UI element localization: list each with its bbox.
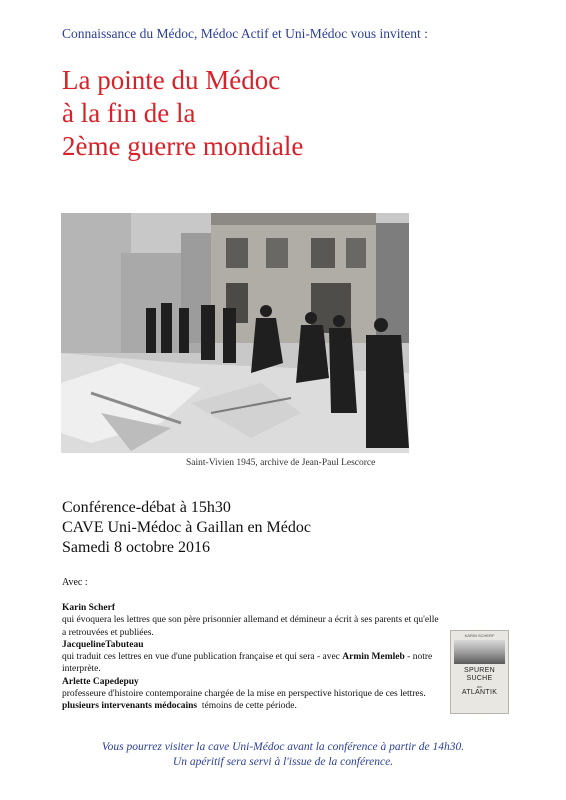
speaker-4-name: plusieurs intervenants médocains [62, 701, 198, 712]
book-title-1: SPUREN [464, 667, 495, 674]
book-cover-photo [454, 640, 505, 664]
photo-caption: Saint-Vivien 1945, archive de Jean-Paul Lescorce [186, 458, 376, 468]
intro-text: Connaissance du Médoc, Médoc Actif et Uni-Médoc vous invitent : [62, 26, 428, 41]
speaker-3-desc: professeure d'histoire contemporaine chargée de la mise en perspective historique de ces lettres. [62, 689, 426, 700]
speaker-2-desc: qui traduit ces lettres en vue d'une publication française et qui sera - avec [62, 652, 340, 663]
speaker-1-name: Karin Scherf [62, 603, 116, 613]
speakers-heading: Avec : [62, 577, 88, 588]
book-title-2: SUCHE [466, 674, 493, 682]
book-author: KARIN SCHERF [464, 633, 495, 638]
book-title-4: ATLANTIK [461, 689, 498, 696]
title-line-3: 2ème guerre mondiale [62, 131, 304, 161]
speaker-3-name: Arlette Capedepuy [62, 676, 139, 687]
page-title [62, 64, 303, 163]
book-title [451, 667, 508, 682]
archive-photo [61, 213, 409, 453]
event-date: Samedi 8 octobre 2016 [62, 539, 210, 556]
speaker-4-desc: témoins de cette période. [201, 701, 297, 712]
footer-line-2: Un apéritif sera servi à l'issue de la conférence. [172, 756, 394, 768]
speaker-1 [62, 602, 442, 639]
speaker-3 [62, 676, 442, 701]
event-venue: CAVE Uni-Médoc à Gaillan en Médoc [62, 519, 311, 536]
speaker-2-partner-desc: - notre interprète. [62, 652, 433, 675]
footer-line-1: Vous pourrez visiter la cave Uni-Médoc avant la conférence à partir de 14h30. [101, 741, 465, 753]
archive-photo-drawing [61, 213, 409, 453]
event-details [62, 498, 311, 558]
event-time: Conférence-débat à 15h30 [62, 499, 231, 516]
speaker-2-partner: Armin Memleb [342, 652, 405, 663]
speaker-1-desc: qui évoquera les lettres que son père prisonnier allemand et démineur a écrit à ses parents et qu'elle a retrouvées et publiées. [62, 615, 439, 638]
book-cover [450, 630, 509, 714]
footer-note [0, 740, 566, 770]
speaker-4 [62, 700, 442, 712]
book-title-3: am [476, 684, 483, 689]
speaker-2 [62, 639, 442, 676]
title-line-2: à la fin de la [62, 98, 196, 128]
speaker-2-name: JacquelineTabuteau [62, 639, 144, 650]
title-line-1: La pointe du Médoc [62, 65, 281, 95]
speakers-list [62, 602, 442, 713]
